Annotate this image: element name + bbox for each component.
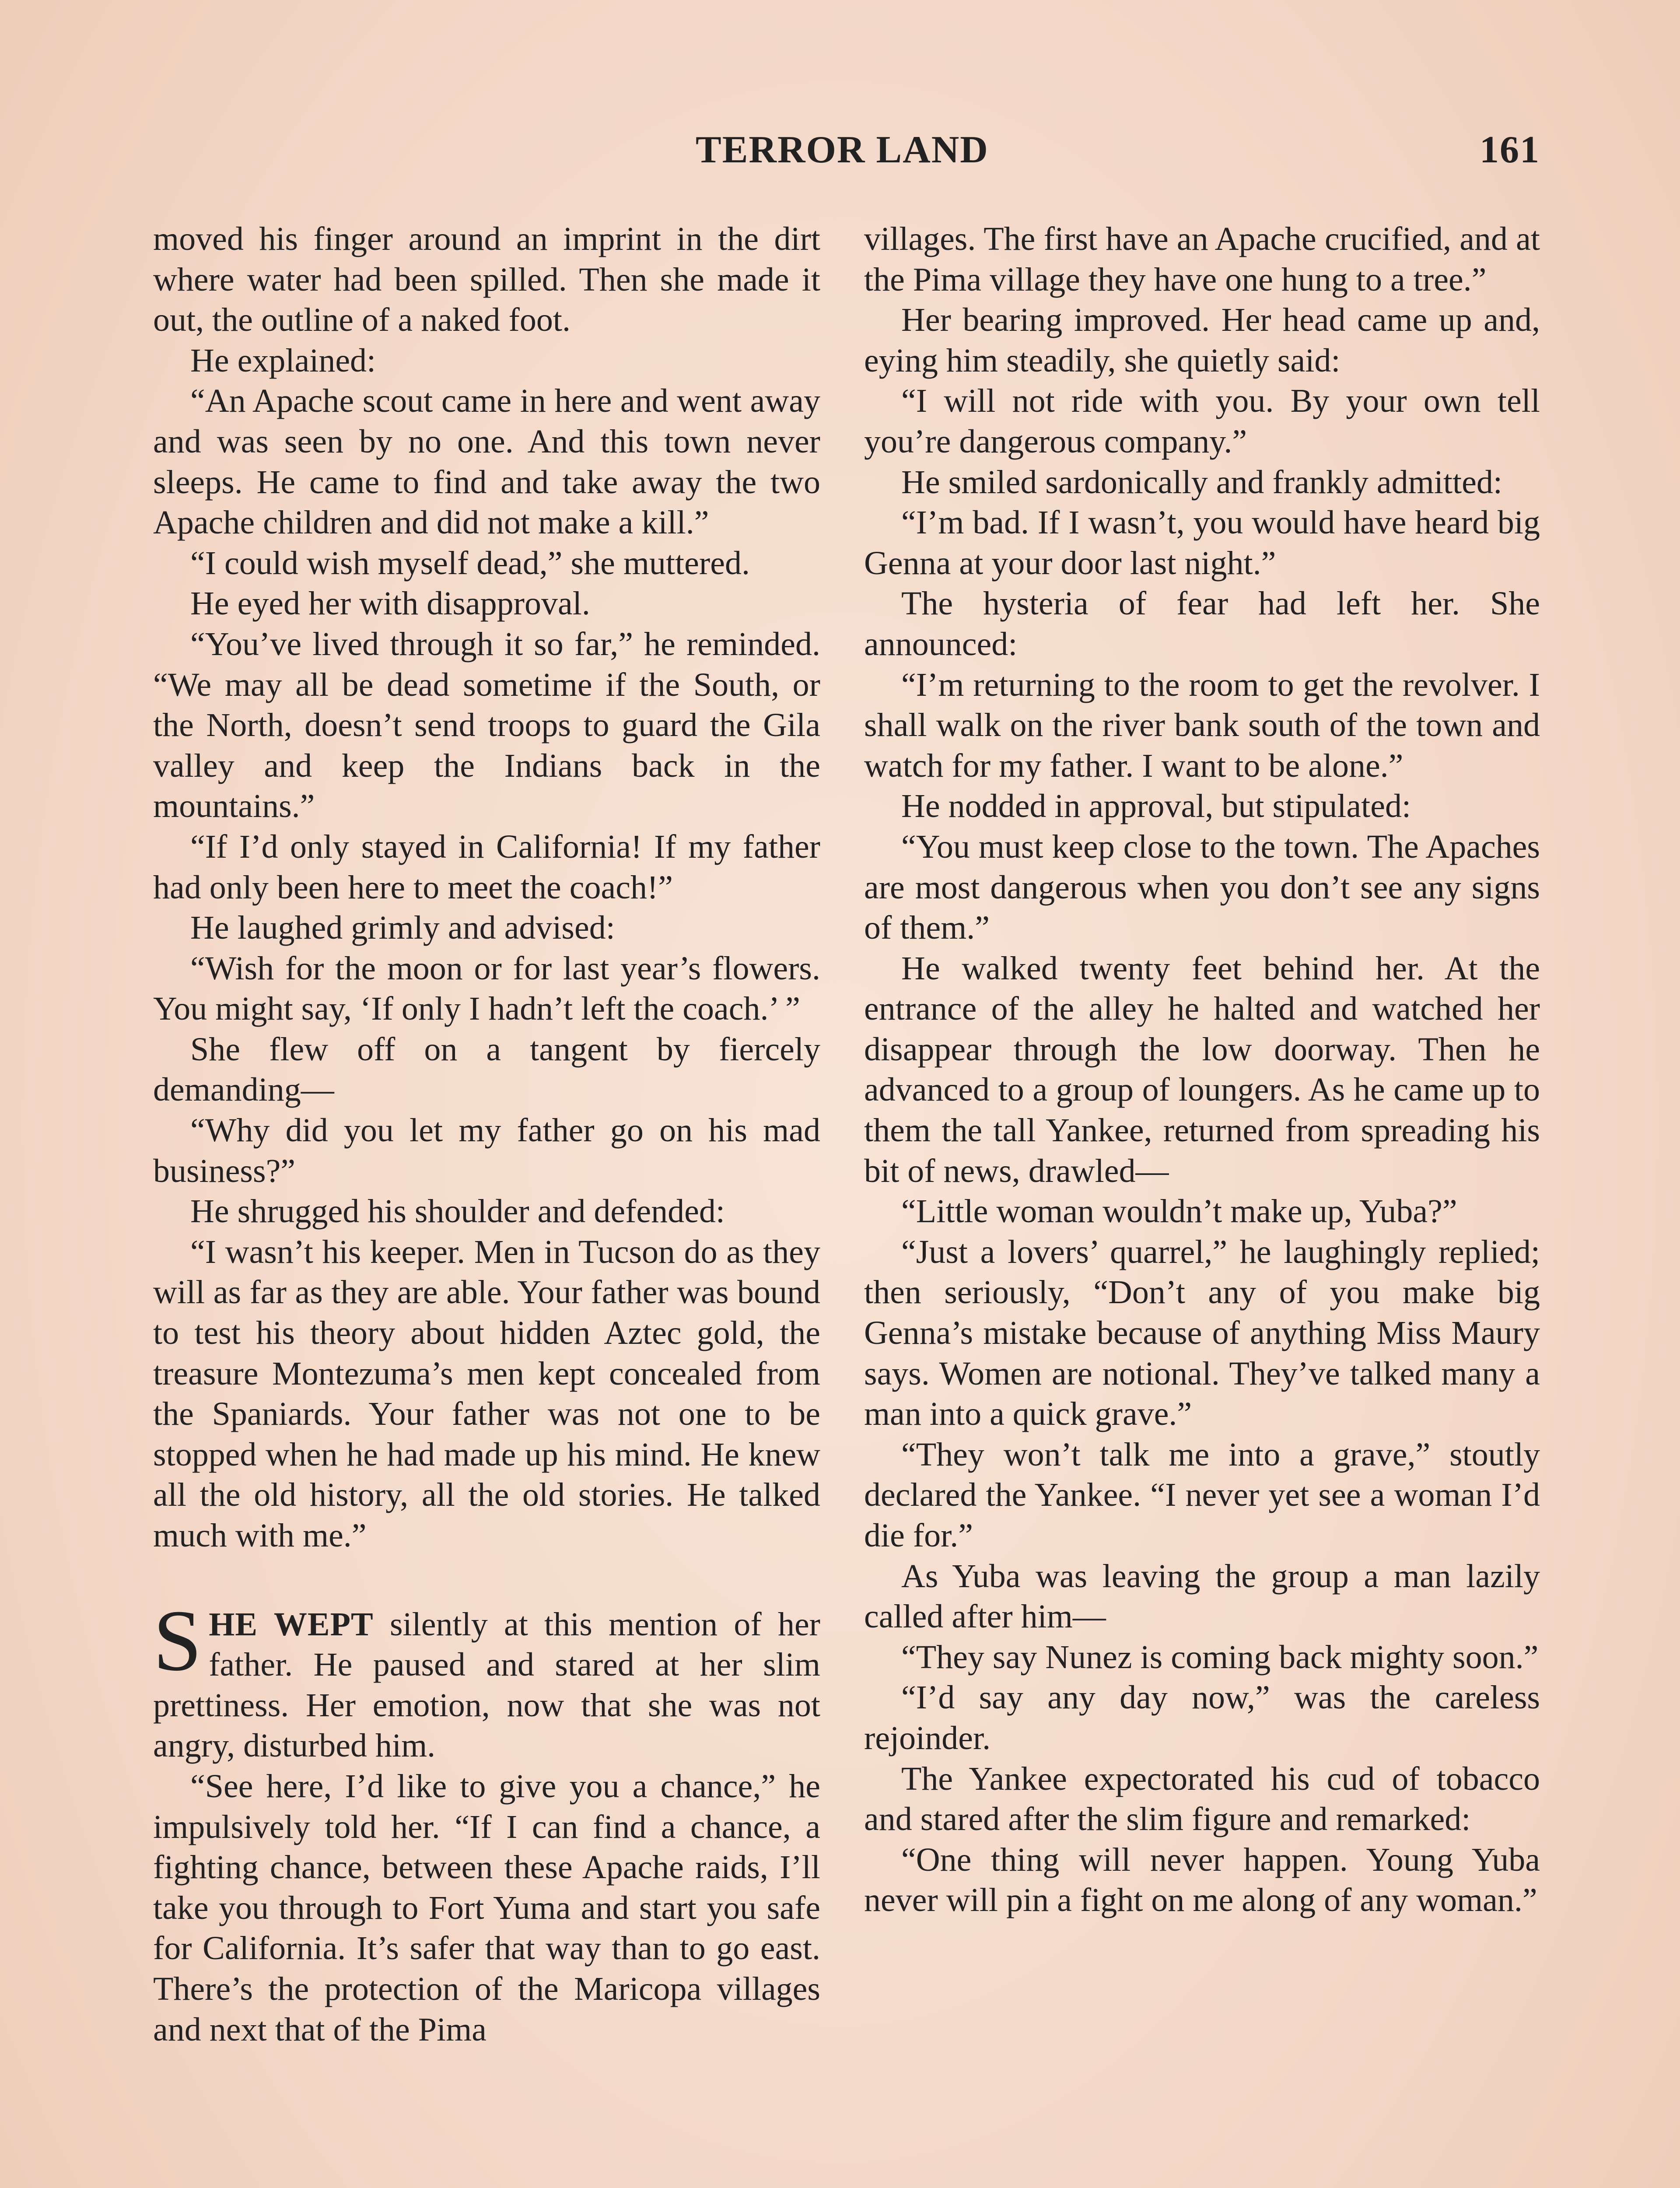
left-column (153, 219, 820, 2050)
paragraph: As Yuba was leaving the group a man lazily called after him— (864, 1557, 1540, 1635)
paragraph: “Little woman wouldn’t make up, Yuba?” (901, 1193, 1457, 1230)
paragraph: She flew off on a tangent by fiercely demanding— (153, 1031, 820, 1108)
paragraph: He smiled sardonically and frankly admitted: (901, 463, 1502, 501)
paragraph: “They won’t talk me into a grave,” stoutly declared the Yankee. “I never yet see a woman I’d die for.” (864, 1436, 1540, 1554)
page-number: 161 (1480, 129, 1540, 171)
paragraph: “I wasn’t his keeper. Men in Tucson do as they will as far as they are able. Your father was bound to test his theory about hidden Aztec gold, the treasure Montezuma’s men kept concealed from the Spaniards. Your father was not one to be stopped when he had made up his mind. He knew all the old history, all the old stories. He talked much with me.” (153, 1233, 820, 1554)
paragraph: “I’m returning to the room to get the revolver. I shall walk on the river bank south of the town and watch for my father. I want to be alone.” (864, 666, 1540, 784)
paragraph: moved his finger around an imprint in the dirt where water had been spilled. Then she made it out, the outline of a naked foot. (153, 221, 820, 339)
paragraph: “An Apache scout came in here and went away and was seen by no one. And this town never sleeps. He came to find and take away the two Apache children and did not make a kill.” (153, 382, 820, 541)
paragraph: “I’m bad. If I wasn’t, you would have heard big Genna at your door last night.” (864, 504, 1540, 582)
paragraph: “I’d say any day now,” was the careless rejoinder. (864, 1679, 1540, 1757)
running-title: TERROR LAND (696, 129, 989, 171)
paragraph: Her bearing improved. Her head came up and, eying him steadily, she quietly said: (864, 302, 1540, 379)
paragraph: “Just a lovers’ quarrel,” he laughingly replied; then seriously, “Don’t any of you make big Genna’s mistake because of anything Miss Maury says. Women are notional. They’ve talked many a man into a quick grave.” (864, 1233, 1540, 1433)
paragraph: He nodded in approval, but stipulated: (901, 788, 1411, 825)
section-opening-paragraph (153, 1592, 820, 1766)
right-column (864, 219, 1540, 1921)
section-opening-text: silently at this mention of her father. He paused and stared at her slim prettiness. Her emotion, now that she was not angry, disturbed him. (153, 1606, 820, 1764)
section-break (153, 1556, 820, 1604)
paragraph: He walked twenty feet behind her. At the entrance of the alley he halted and watched her disappear through the low doorway. Then he advanced to a group of loungers. As he came up to them the tall Yankee, returned from spreading his bit of news, drawled— (864, 950, 1540, 1189)
paragraph: “You must keep close to the town. The Apaches are most dangerous when you don’t see any signs of them.” (864, 828, 1540, 947)
paragraph: “One thing will never happen. Young Yuba never will pin a fight on me along of any woman.” (864, 1841, 1540, 1919)
paragraph: He laughed grimly and advised: (190, 909, 615, 947)
paragraph: “If I’d only stayed in California! If my father had only been here to meet the coach!” (153, 828, 820, 906)
paragraph: He eyed her with disapproval. (190, 585, 590, 622)
paragraph: The hysteria of fear had left her. She announced: (864, 585, 1540, 663)
paragraph: “They say Nunez is coming back mighty soon.” (901, 1638, 1539, 1676)
paragraph: “See here, I’d like to give you a chance,” he impulsively told her. “If I can find a chance, a fighting chance, between these Apache raids, I’ll take you through to Fort Yuma and start you safe for California. It’s safer that way than to go east. There’s the protection of the Maricopa villages and next that of the Pima (153, 1767, 820, 2048)
paragraph: He explained: (190, 342, 376, 379)
page-header (153, 128, 1540, 180)
paragraph: He shrugged his shoulder and defended: (190, 1193, 725, 1230)
paragraph: “You’ve lived through it so far,” he reminded. “We may all be dead sometime if the South, or the North, doesn’t send troops to guard the Gila valley and keep the Indians back in the mountains.” (153, 625, 820, 825)
paragraph: “I will not ride with you. By your own tell you’re dangerous company.” (864, 382, 1540, 460)
section-lead-words: HE WEPT (209, 1606, 374, 1643)
paragraph: The Yankee expectorated his cud of tobacco and stared after the slim figure and remarked: (864, 1760, 1540, 1838)
paragraph: villages. The first have an Apache crucified, and at the Pima village they have one hung to a tree.” (864, 221, 1540, 298)
paragraph: “Wish for the moon or for last year’s flowers. You might say, ‘If only I hadn’t left the coach.’ ” (153, 950, 820, 1027)
paragraph: “I could wish myself dead,” she muttered. (190, 544, 750, 582)
paragraph: “Why did you let my father go on his mad business?” (153, 1112, 820, 1189)
drop-cap: S (153, 1592, 202, 1689)
